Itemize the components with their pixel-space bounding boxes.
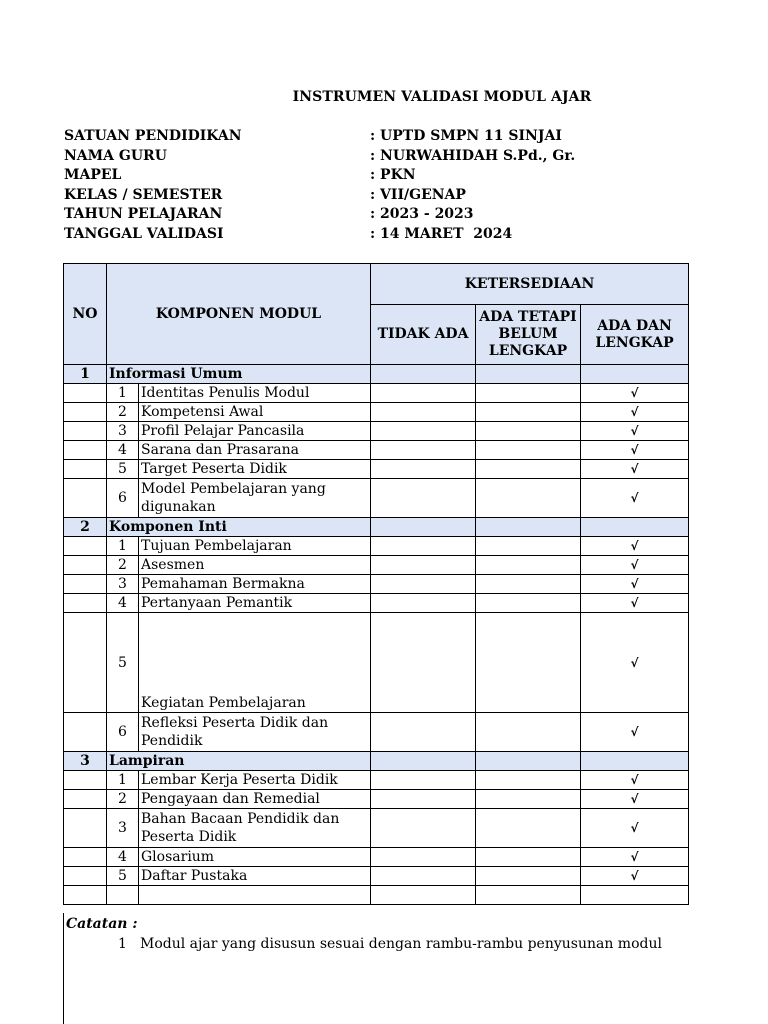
item-number: 4 (107, 441, 139, 460)
item-label: Asesmen (139, 556, 371, 575)
item-number: 2 (107, 403, 139, 422)
empty-cell (476, 384, 581, 403)
empty-cell (476, 537, 581, 556)
check-mark: √ (581, 403, 689, 422)
item-label: Glosarium (139, 848, 371, 867)
section-title: Lampiran (107, 752, 371, 771)
info-row (64, 148, 664, 168)
empty-cell (371, 422, 476, 441)
header-availability: KETERSEDIAAN (371, 264, 689, 305)
empty-cell (476, 556, 581, 575)
item-number: 5 (107, 613, 139, 713)
check-mark: √ (581, 460, 689, 479)
item-number: 4 (107, 594, 139, 613)
info-label: MAPEL (64, 167, 122, 183)
empty-cell (64, 422, 107, 441)
check-mark: √ (581, 384, 689, 403)
info-value: : 2023 - 2023 (370, 206, 474, 222)
item-number: 2 (107, 790, 139, 809)
empty-cell (371, 752, 476, 771)
check-mark: √ (581, 867, 689, 886)
header-partial: ADA TETAPI BELUM LENGKAP (476, 305, 581, 365)
document-title: INSTRUMEN VALIDASI MODUL AJAR (292, 89, 592, 105)
check-mark: √ (581, 613, 689, 713)
empty-cell (581, 886, 689, 905)
item-label: Profil Pelajar Pancasila (139, 422, 371, 441)
item-label: Bahan Bacaan Pendidik dan Peserta Didik (139, 809, 371, 848)
empty-cell (64, 848, 107, 867)
info-value: : 14 MARET 2024 (370, 225, 513, 242)
empty-cell (371, 460, 476, 479)
empty-cell (476, 422, 581, 441)
empty-cell (476, 752, 581, 771)
item-label: Pertanyaan Pemantik (139, 594, 371, 613)
item-label: Kompetensi Awal (139, 403, 371, 422)
empty-cell (371, 886, 476, 905)
empty-cell (371, 479, 476, 518)
item-number: 5 (107, 460, 139, 479)
check-mark: √ (581, 790, 689, 809)
empty-cell (476, 518, 581, 537)
header-component: KOMPONEN MODUL (107, 264, 371, 365)
info-value: : VII/GENAP (370, 186, 466, 203)
empty-cell (476, 848, 581, 867)
check-mark: √ (581, 575, 689, 594)
section-number: 3 (64, 752, 107, 771)
item-label: Pengayaan dan Remedial (139, 790, 371, 809)
info-row (64, 226, 664, 246)
check-mark: √ (581, 537, 689, 556)
empty-cell (371, 441, 476, 460)
section-number: 2 (64, 518, 107, 537)
empty-cell (371, 537, 476, 556)
empty-cell (64, 867, 107, 886)
info-row (64, 187, 664, 207)
empty-cell (64, 886, 107, 905)
empty-cell (476, 790, 581, 809)
check-mark: √ (581, 771, 689, 790)
empty-cell (371, 848, 476, 867)
item-number: 6 (107, 713, 139, 752)
empty-cell (581, 365, 689, 384)
item-number: 3 (107, 422, 139, 441)
empty-cell (371, 594, 476, 613)
empty-cell (476, 460, 581, 479)
identity-block (64, 128, 664, 245)
item-label: Daftar Pustaka (139, 867, 371, 886)
empty-cell (64, 713, 107, 752)
empty-cell (476, 403, 581, 422)
empty-cell (371, 713, 476, 752)
item-number: 4 (107, 848, 139, 867)
empty-cell (139, 886, 371, 905)
empty-cell (371, 575, 476, 594)
empty-cell (581, 752, 689, 771)
section-title: Informasi Umum (107, 365, 371, 384)
empty-cell (64, 537, 107, 556)
empty-cell (371, 384, 476, 403)
check-mark: √ (581, 848, 689, 867)
item-number: 1 (107, 771, 139, 790)
info-row (64, 167, 664, 187)
check-mark: √ (581, 422, 689, 441)
item-label: Model Pembelajaran yang digunakan (139, 479, 371, 518)
empty-cell (476, 575, 581, 594)
info-label: KELAS / SEMESTER (64, 186, 223, 203)
header-not-available: TIDAK ADA (371, 305, 476, 365)
check-mark: √ (581, 594, 689, 613)
info-label: NAMA GURU (64, 147, 167, 164)
item-label: Refleksi Peserta Didik dan Pendidik (139, 713, 371, 752)
item-label: Target Peserta Didik (139, 460, 371, 479)
empty-cell (371, 556, 476, 575)
check-mark: √ (581, 556, 689, 575)
check-mark: √ (581, 441, 689, 460)
item-number: 2 (107, 556, 139, 575)
empty-cell (476, 613, 581, 713)
note-number: 1 (118, 936, 127, 952)
check-mark: √ (581, 713, 689, 752)
section-title: Komponen Inti (107, 518, 371, 537)
check-mark: √ (581, 809, 689, 848)
empty-cell (64, 460, 107, 479)
item-number: 3 (107, 575, 139, 594)
item-number: 1 (107, 384, 139, 403)
empty-cell (371, 809, 476, 848)
item-label: Lembar Kerja Peserta Didik (139, 771, 371, 790)
info-value: : PKN (370, 167, 416, 183)
note-text: Modul ajar yang disusun sesuai dengan rambu-rambu penyusunan modul (140, 936, 662, 952)
info-value: : UPTD SMPN 11 SINJAI (370, 128, 562, 144)
item-number: 5 (107, 867, 139, 886)
info-row (64, 206, 664, 226)
empty-cell (476, 867, 581, 886)
empty-cell (476, 886, 581, 905)
empty-cell (476, 441, 581, 460)
empty-cell (371, 867, 476, 886)
info-label: SATUAN PENDIDIKAN (64, 128, 242, 144)
empty-cell (476, 713, 581, 752)
empty-cell (476, 479, 581, 518)
header-complete: ADA DAN LENGKAP (581, 305, 689, 365)
empty-cell (476, 594, 581, 613)
empty-cell (476, 771, 581, 790)
empty-cell (476, 809, 581, 848)
empty-cell (371, 365, 476, 384)
info-row (64, 128, 664, 148)
empty-cell (64, 809, 107, 848)
item-label: Identitas Penulis Modul (139, 384, 371, 403)
empty-cell (64, 790, 107, 809)
section-number: 1 (64, 365, 107, 384)
empty-cell (64, 594, 107, 613)
item-number: 1 (107, 537, 139, 556)
empty-cell (371, 613, 476, 713)
empty-cell (64, 575, 107, 594)
info-label: TANGGAL VALIDASI (64, 225, 224, 242)
empty-cell (371, 771, 476, 790)
empty-cell (64, 384, 107, 403)
empty-cell (64, 556, 107, 575)
notes-section (63, 913, 689, 1024)
item-number: 3 (107, 809, 139, 848)
empty-cell (64, 479, 107, 518)
item-label: Sarana dan Prasarana (139, 441, 371, 460)
info-value: : NURWAHIDAH S.Pd., Gr. (370, 147, 576, 164)
empty-cell (581, 518, 689, 537)
empty-cell (371, 790, 476, 809)
empty-cell (64, 771, 107, 790)
item-label: Tujuan Pembelajaran (139, 537, 371, 556)
empty-cell (64, 441, 107, 460)
header-no: NO (64, 264, 107, 365)
empty-cell (371, 518, 476, 537)
empty-cell (64, 403, 107, 422)
notes-heading: Catatan : (66, 916, 138, 932)
empty-cell (64, 613, 107, 713)
item-number: 6 (107, 479, 139, 518)
item-label: Pemahaman Bermakna (139, 575, 371, 594)
empty-cell (107, 886, 139, 905)
info-label: TAHUN PELAJARAN (64, 206, 223, 222)
check-mark: √ (581, 479, 689, 518)
empty-cell (371, 403, 476, 422)
validation-table (63, 263, 689, 905)
empty-cell (476, 365, 581, 384)
item-label: Kegiatan Pembelajaran (139, 613, 371, 713)
